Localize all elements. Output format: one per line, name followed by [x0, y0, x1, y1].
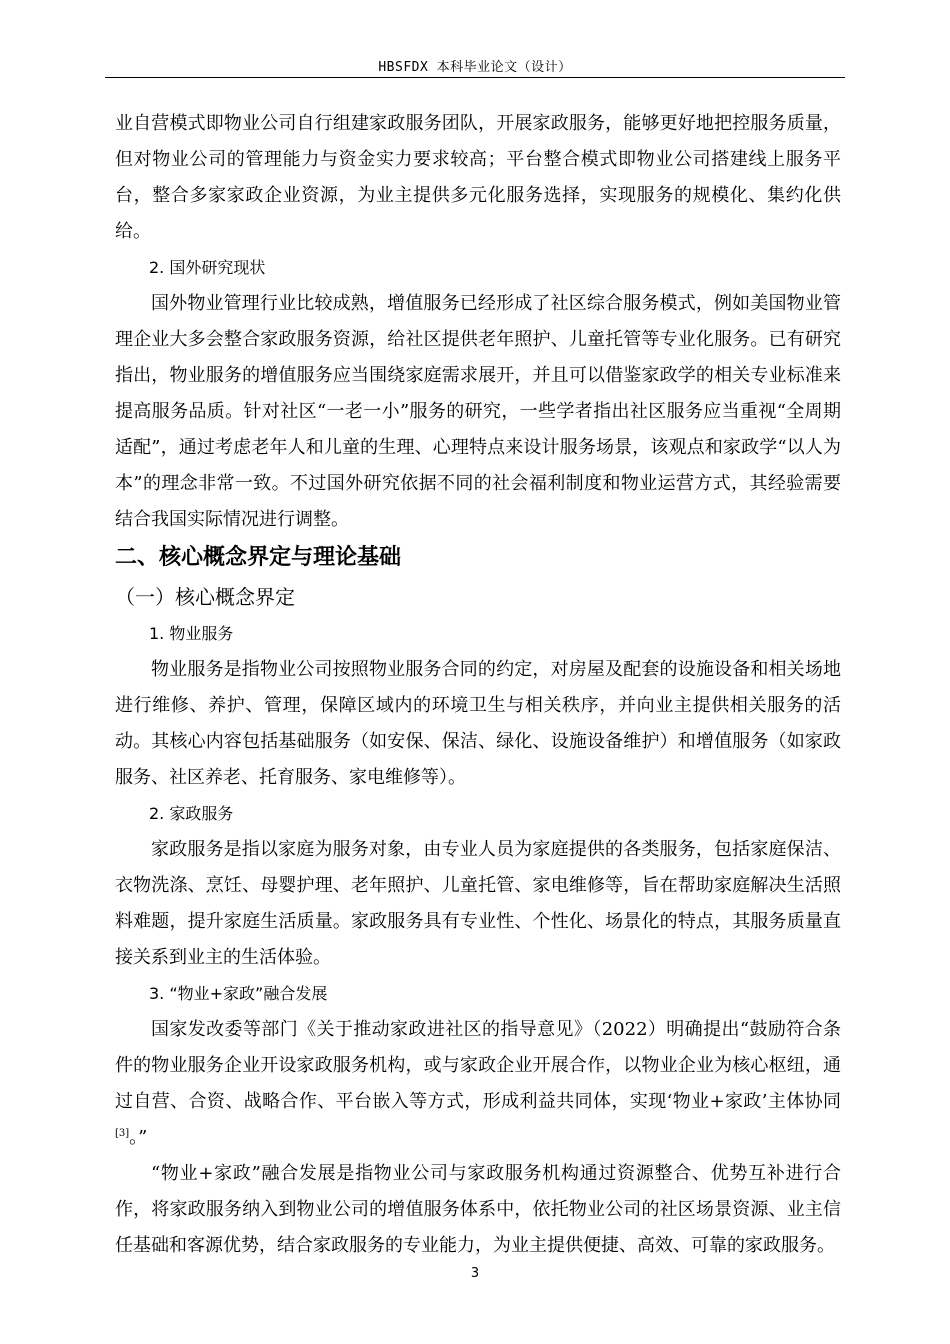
citation-ref: [3] — [115, 1128, 130, 1139]
section-title: （一）核心概念界定 — [115, 585, 295, 609]
heading-property-service: 1. 物业服务 — [149, 624, 234, 643]
paragraph-fusion-definition: “物业+家政”融合发展是指物业公司与家政服务机构通过资源整合、优势互补进行合作，将家政服务纳入到物业公司的增值服务体系中，依托物业公司的社区场景资源、业主信任基础和客源优势，结合家政服务的专业能力，为业主提供便捷、高效、可靠的家政服务。 — [115, 1163, 841, 1256]
paragraph-housekeeping-service: 家政服务是指以家庭为服务对象，由专业人员为家庭提供的各类服务，包括家庭保洁、衣物洗涤、烹饪、母婴护理、老年照护、儿童托管、家电维修等，旨在帮助家庭解决生活照料难题，提升家庭生活质量。家政服务具有专业性、个性化、场景化的特点，其服务质量直接关系到业主的生活体验。 — [115, 839, 841, 968]
paragraph-domestic-models: 业自营模式即物业公司自行组建家政服务团队，开展家政服务，能够更好地把控服务质量，但对物业公司的管理能力与资金实力要求较高；平台整合模式即物业公司搭建线上服务平台，整合多家家政企业资源，为业主提供多元化服务选择，实现服务的规模化、集约化供给。 — [115, 113, 841, 242]
document-body — [115, 106, 841, 1264]
running-header: HBSFDX 本科毕业论文（设计） — [378, 60, 572, 75]
policy-quote-end: 。” — [129, 1127, 148, 1148]
chapter-title: 二、核心概念界定与理论基础 — [115, 545, 402, 570]
header-rule — [105, 77, 845, 78]
paragraph-property-service: 物业服务是指物业公司按照物业服务合同的约定，对房屋及配套的设施设备和相关场地进行维修、养护、管理，保障区域内的环境卫生与相关秩序，并向业主提供相关服务的活动。其核心内容包括基础服务（如安保、保洁、绿化、设施设备维护）和增值服务（如家政服务、社区养老、托育服务、家电维修等）。 — [115, 659, 841, 788]
paragraph-foreign-research: 国外物业管理行业比较成熟，增值服务已经形成了社区综合服务模式，例如美国物业管理企业大多会整合家政服务资源，给社区提供老年照护、儿童托管等专业化服务。已有研究指出，物业服务的增值服务应当围绕家庭需求展开，并且可以借鉴家政学的相关专业标准来提高服务品质。针对社区“一老一小”服务的研究，一些学者指出社区服务应当重视“全周期适配”，通过考虑老年人和儿童的生理、心理特点来设计服务场景，该观点和家政学“以人为本”的理念非常一致。不过国外研究依据不同的社会福利制度和物业运营方式，其经验需要结合我国实际情况进行调整。 — [115, 293, 841, 530]
paragraph-policy-quote — [115, 1012, 841, 1156]
page-number: 3 — [470, 1266, 480, 1281]
heading-foreign-research: 2. 国外研究现状 — [149, 258, 266, 277]
heading-housekeeping-service: 2. 家政服务 — [149, 804, 234, 823]
heading-fusion-development: 3. “物业+家政”融合发展 — [149, 984, 328, 1003]
policy-quote-text: 国家发改委等部门《关于推动家政进社区的指导意见》（2022）明确提出“鼓励符合条件的物业服务企业开设家政服务机构，或与家政企业开展合作，以物业企业为核心枢纽，通过自营、合资、战略合作、平台嵌入等方式，形成利益共同体，实现‘物业+家政’主体协同 — [115, 1019, 841, 1112]
